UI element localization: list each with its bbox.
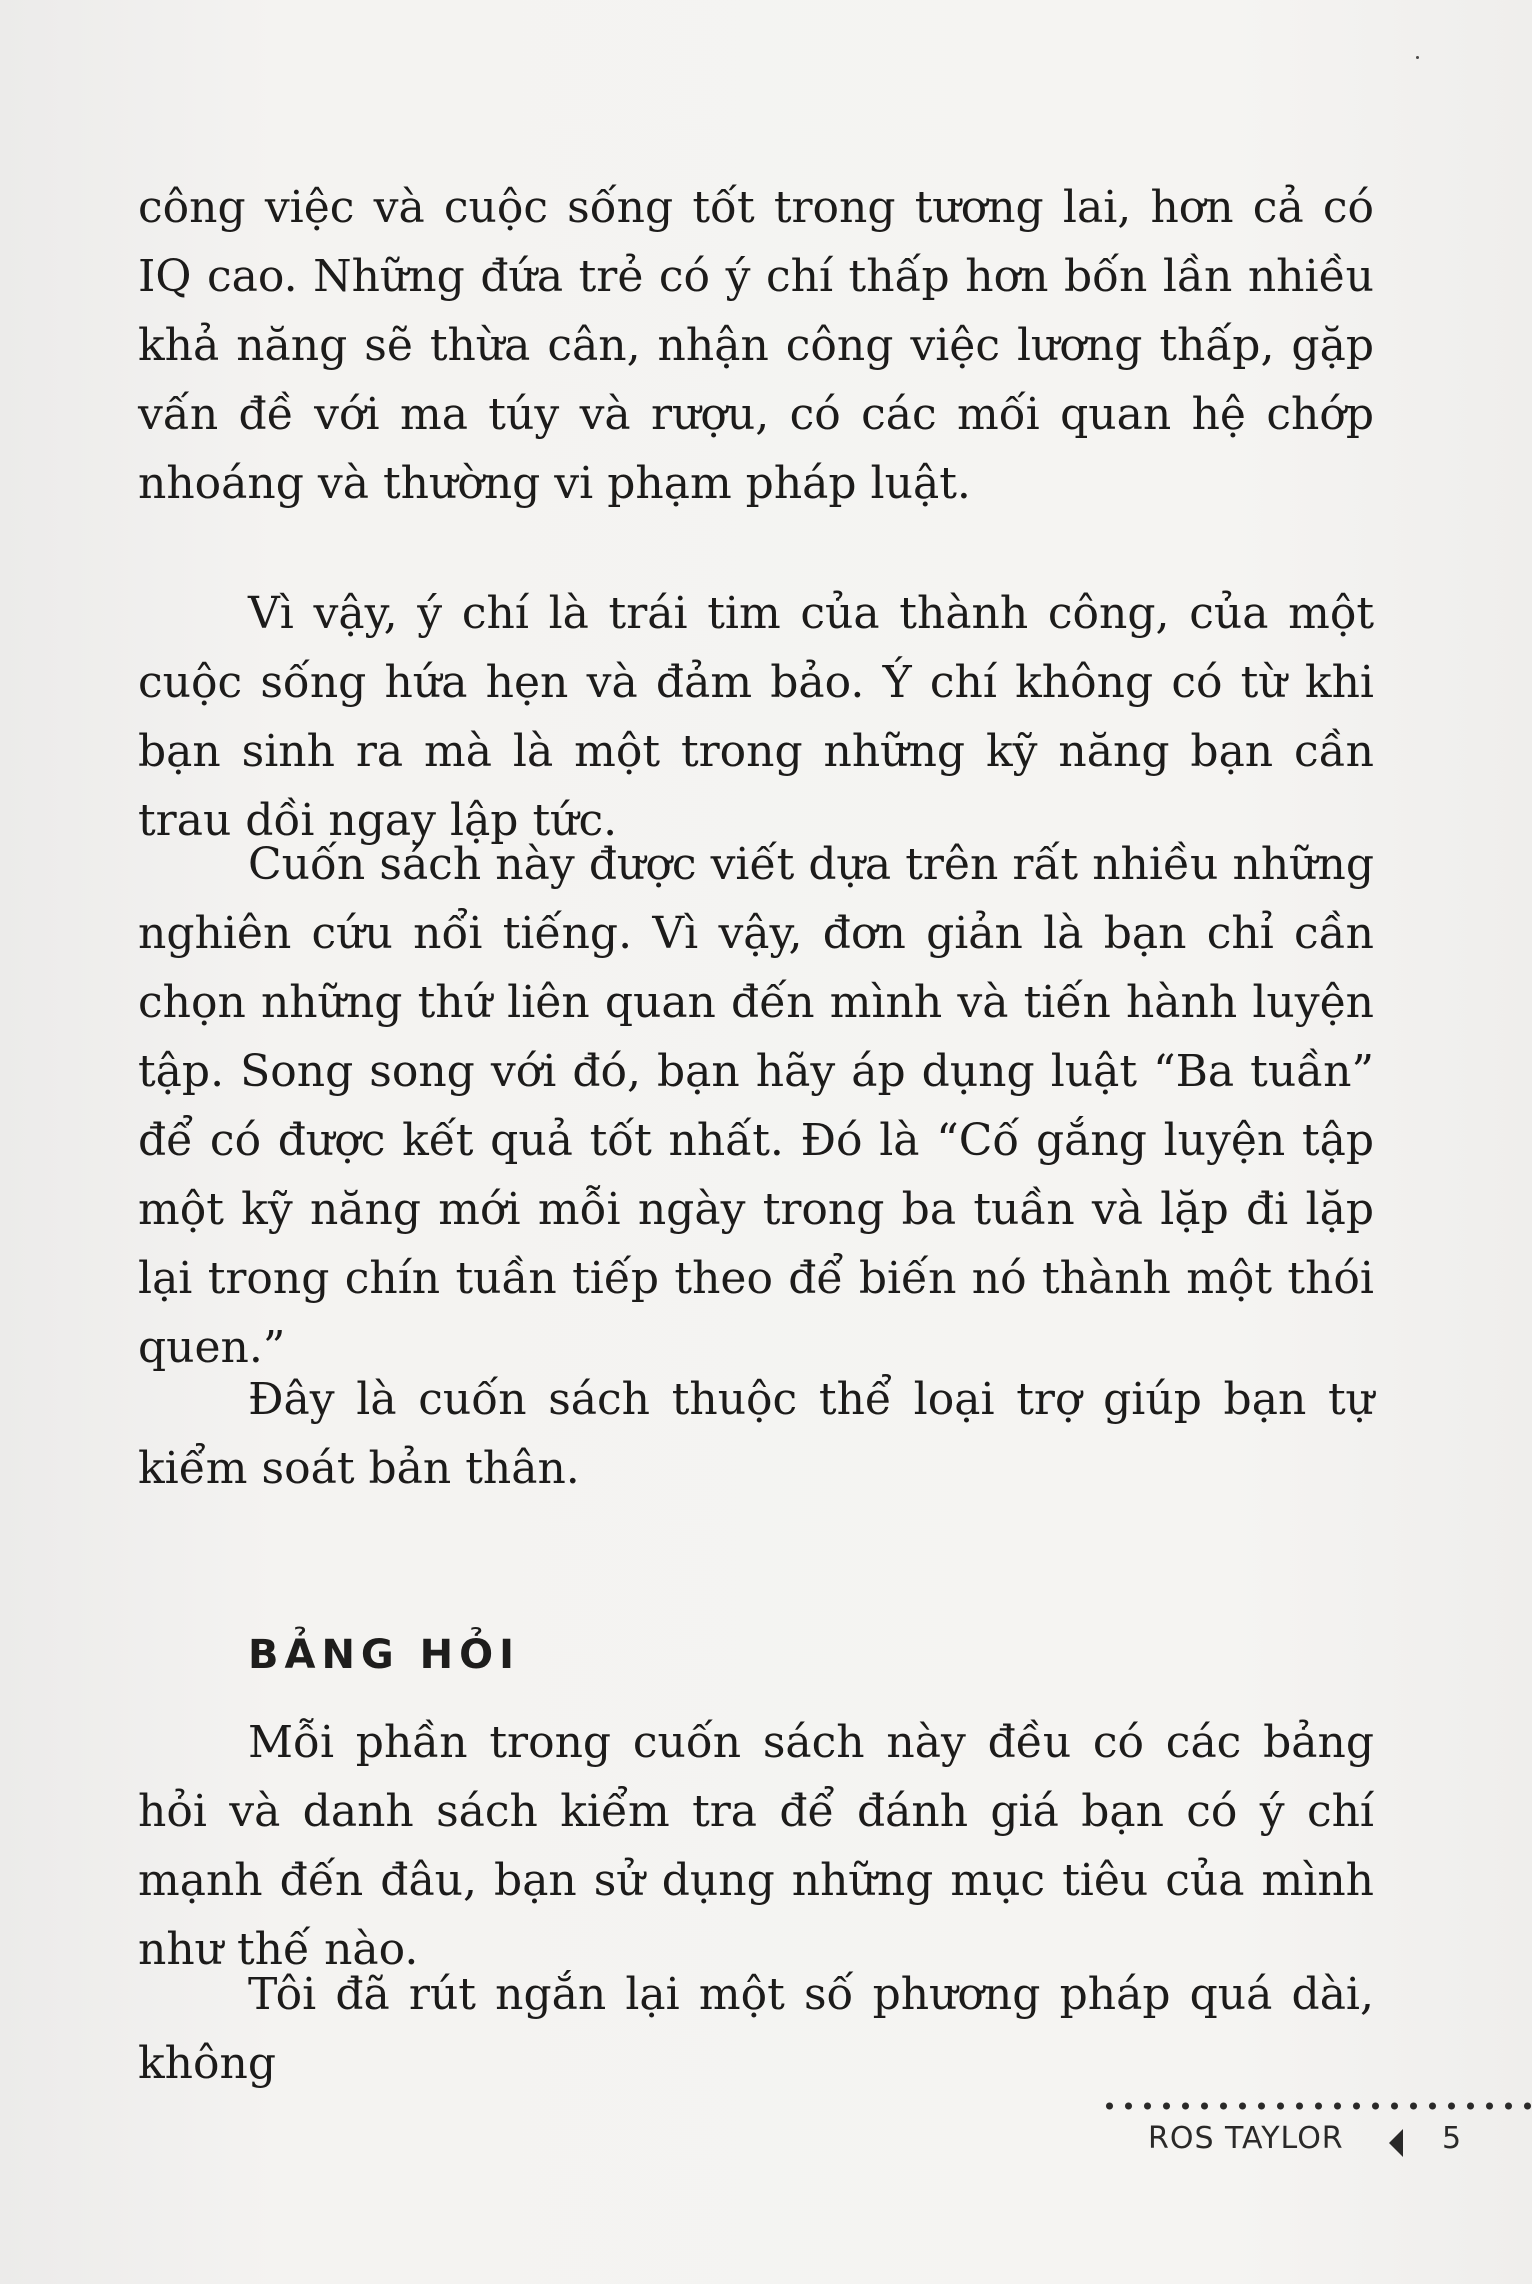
- body-paragraph-2: Vì vậy, ý chí là trái tim của thành công, của một cuộc sống hứa hẹn và đảm bảo. Ý chí không có từ khi bạn sinh ra mà là một trong những kỹ năng bạn cần trau dồi ngay lập tức.: [138, 588, 1374, 846]
- section-heading: BẢNG HỎI: [248, 1632, 521, 1678]
- body-paragraph-3: Cuốn sách này được viết dựa trên rất nhiều những nghiên cứu nổi tiếng. Vì vậy, đơn giản là bạn chỉ cần chọn những thứ liên quan đến mình và tiến hành luyện tập. Song song với đó, bạn hãy áp dụng luật “Ba tuần” để có được kết quả tốt nhất. Đó là “Cố gắng luyện tập một kỹ năng mới mỗi ngày trong ba tuần và lặp đi lặp lại trong chín tuần tiếp theo để biến nó thành một thói quen.”: [138, 839, 1374, 1373]
- section-paragraph-2: Tôi đã rút ngắn lại một số phương pháp quá dài, không: [138, 1969, 1374, 2089]
- body-paragraph-4: Đây là cuốn sách thuộc thể loại trợ giúp bạn tự kiểm soát bản thân.: [138, 1374, 1374, 1494]
- print-speck: [1416, 56, 1419, 59]
- running-footer-author: ROS TAYLOR: [1148, 2121, 1344, 2156]
- footer-dotted-rule: [1100, 2094, 1532, 2118]
- page-number: 5: [1442, 2121, 1462, 2156]
- footer-arrow-icon: [1389, 2129, 1403, 2157]
- body-paragraph-1: công việc và cuộc sống tốt trong tương lai, hơn cả có IQ cao. Những đứa trẻ có ý chí thấp hơn bốn lần nhiều khả năng sẽ thừa cân, nhận công việc lương thấp, gặp vấn đề với ma túy và rượu, có các mối quan hệ chớp nhoáng và thường vi phạm pháp luật.: [138, 182, 1374, 509]
- section-paragraph-1: Mỗi phần trong cuốn sách này đều có các bảng hỏi và danh sách kiểm tra để đánh giá bạn có ý chí mạnh đến đâu, bạn sử dụng những mục tiêu của mình như thế nào.: [138, 1717, 1374, 1975]
